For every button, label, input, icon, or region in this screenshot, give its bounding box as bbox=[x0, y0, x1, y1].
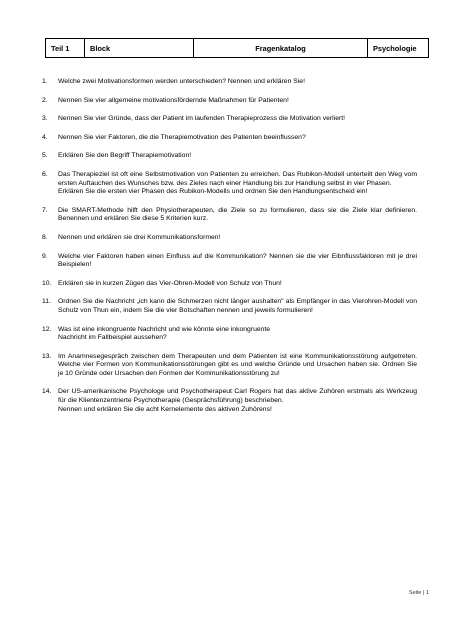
question-text: Welche zwei Motivationsformen werden unterschieden? Nennen und erklären Sie! bbox=[58, 78, 305, 85]
header-part: Teil 1 bbox=[46, 39, 85, 58]
question-text: Im Anamnesegespräch zwischen dem Therapeuten und dem Patienten ist eine Kommunikationsstörung aufgetreten. Welche vier Formen von Kommunikationsstörungen gibt es und welche Gründe und Ursachen haben sie. Ordnen Sie je 10 Gründe oder Ursachen den Formen der Kommunikationsstörung zu! bbox=[58, 352, 417, 377]
question-number: 14. bbox=[42, 388, 52, 396]
question-text: Nennen und erklären Sie die acht Kernelemente des aktiven Zuhörens! bbox=[58, 405, 272, 413]
header-subject: Psychologie bbox=[368, 39, 429, 58]
question-list bbox=[42, 78, 417, 424]
question-number: 1. bbox=[42, 78, 48, 85]
question-text: Nennen und erklären sie drei Kommunikationsformen! bbox=[58, 233, 221, 241]
question-item bbox=[42, 171, 417, 197]
question-item bbox=[42, 78, 417, 87]
question-text: Die SMART-Methode hilft den Physiotherapeuten, die Ziele so zu formulieren, dass sie die Ziele klar definieren. Benennen und erklären Sie diese 5 Kriterien kurz. bbox=[58, 206, 417, 223]
question-number: 9. bbox=[42, 252, 48, 260]
question-item bbox=[42, 115, 417, 124]
header-block: Block bbox=[85, 39, 194, 58]
question-item bbox=[42, 234, 417, 243]
question-item bbox=[42, 207, 417, 224]
question-text: Welche vier Faktoren haben einen Einfluss auf die Kommunikation? Nennen sie die vier Eibnflussfaktoren mit je drei Beispielen! bbox=[58, 252, 417, 269]
question-number: 11. bbox=[42, 298, 51, 306]
question-item bbox=[42, 298, 417, 315]
question-number: 13. bbox=[42, 352, 52, 360]
question-item bbox=[42, 326, 417, 343]
question-item bbox=[42, 152, 417, 161]
question-text: Was ist eine inkongruente Nachricht und wie könnte eine inkongruente bbox=[58, 325, 271, 333]
question-text: Erklären Sie die ersten vier Phasen des Rubikon-Modells und ordnen Sie den Handlungsentscheid ein! bbox=[58, 188, 368, 196]
question-item bbox=[42, 353, 417, 379]
question-text: Nennen Sie vier allgemeine motivationsfördernde Maßnahmen für Patienten! bbox=[58, 96, 289, 104]
question-number: 5. bbox=[42, 152, 48, 160]
header-row bbox=[46, 39, 429, 58]
question-number: 7. bbox=[42, 206, 48, 214]
question-item bbox=[42, 134, 417, 143]
question-number: 12. bbox=[42, 325, 52, 333]
header-title: Fragenkatalog bbox=[194, 39, 368, 58]
question-item bbox=[42, 97, 417, 106]
question-text: Nachricht im Fallbeispiel aussehen? bbox=[58, 334, 167, 342]
question-item bbox=[42, 253, 417, 270]
question-number: 2. bbox=[42, 96, 48, 104]
question-item bbox=[42, 280, 417, 289]
header-table bbox=[45, 38, 429, 58]
question-text: Nennen Sie vier Faktoren, die die Therapiemotivation des Patienten beeinflussen? bbox=[58, 133, 306, 141]
question-text: Erklären sie in kurzen Zügen das Vier-Ohren-Modell von Schulz von Thun! bbox=[58, 279, 282, 287]
question-number: 6. bbox=[42, 170, 48, 178]
question-number: 10. bbox=[42, 279, 52, 287]
question-item bbox=[42, 388, 417, 414]
question-text: Das Therapieziel ist oft eine Selbstmotivation von Patienten zu erreichen. Das Rubikon-Modell unterteilt den Weg vom ersten Auftauchen des Wunsches bzw. des Zieles nach einer Handlung bis zur Handlung selbst in vier Phasen. bbox=[58, 170, 417, 187]
page-number: Seite | 1 bbox=[408, 590, 429, 596]
question-text: Erklären Sie den Begriff Therapiemotivation! bbox=[58, 152, 192, 160]
question-number: 8. bbox=[42, 233, 48, 241]
question-text: Ordnen Sie die Nachricht „ich kann die Schmerzen nicht länger aushalten" als Empfänger in das Vierohren-Modell von Schulz von Thun ein, indem Sie die vier Botschaften nennen und jeweils formulieren! bbox=[58, 298, 417, 314]
question-text: Nennen Sie vier Gründe, dass der Patient im laufenden Therapieprozess die Motivation verliert! bbox=[58, 115, 346, 123]
question-number: 3. bbox=[42, 115, 48, 123]
question-number: 4. bbox=[42, 133, 48, 141]
question-text: Der US-amerikanische Psychologe und Psychotherapeut Carl Rogers hat das aktive Zuhören erstmals als Werkzeug für die Klientenzentrierte Psychotherapie (Gesprächsführung) beschrieben. bbox=[58, 388, 417, 405]
